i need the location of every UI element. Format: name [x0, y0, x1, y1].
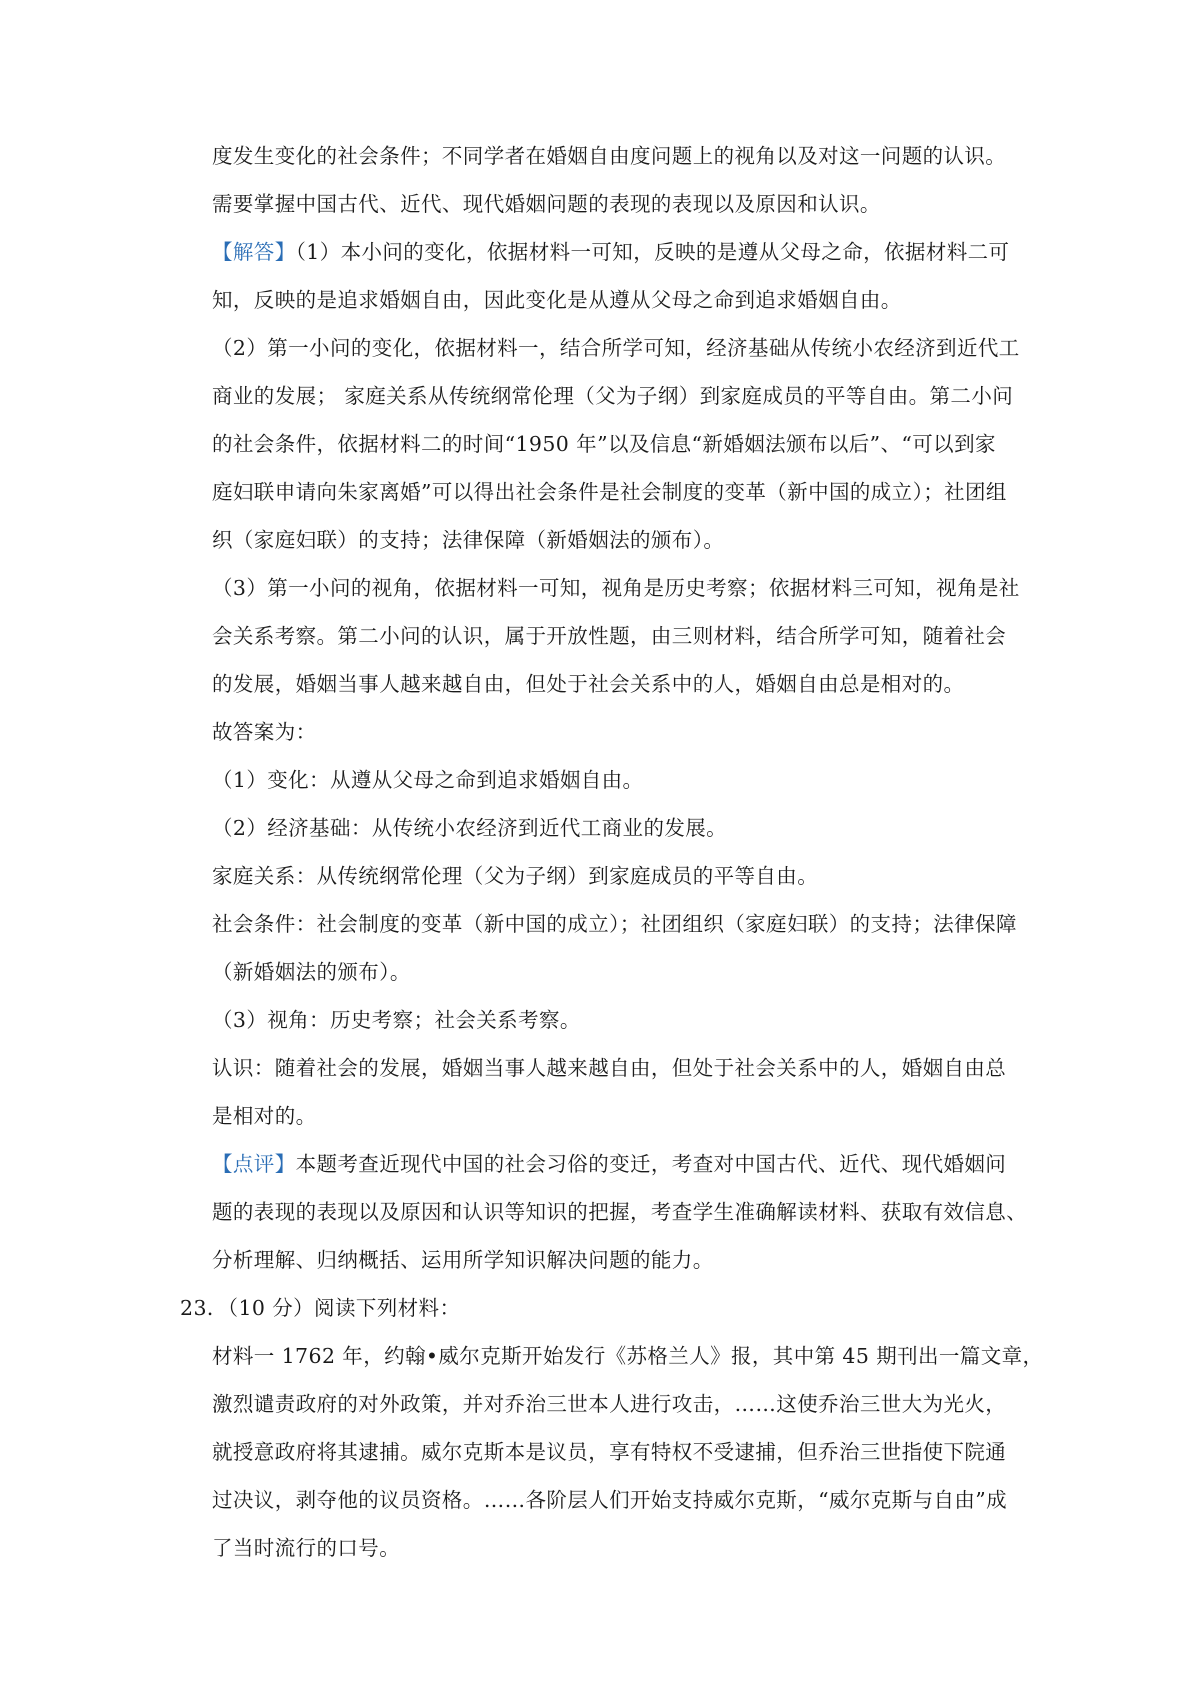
conclusion-label: 故答案为：: [212, 720, 317, 744]
material-line: 就授意政府将其逮捕。威尔克斯本是议员，享有特权不受逮捕，但乔治三世指使下院通: [212, 1440, 1007, 1464]
answer-line: 的社会条件，依据材料二的时间“1950 年”以及信息“新婚姻法颁布以后”、“可以到家: [212, 432, 996, 456]
answer-item: （1）变化：从遵从父母之命到追求婚姻自由。: [212, 768, 644, 792]
answer-line: 商业的发展； 家庭关系从传统纲常伦理（父为子纲）到家庭成员的平等自由。第二小问: [212, 384, 1014, 408]
material-line: 激烈谴责政府的对外政策，并对乔治三世本人进行攻击，……这使乔治三世大为光火，: [212, 1392, 1007, 1416]
analysis-line: 度发生变化的社会条件；不同学者在婚姻自由度问题上的视角以及对这一问题的认识。: [212, 144, 1007, 168]
answer-line: （2）第一小问的变化，依据材料一，结合所学可知，经济基础从传统小农经济到近代工: [212, 336, 1020, 360]
comment-paragraph-line: [212, 1150, 1006, 1178]
analysis-line: 需要掌握中国古代、近代、现代婚姻问题的表现的表现以及原因和认识。: [212, 192, 881, 216]
answer-line: 会关系考察。第二小问的认识，属于开放性题，由三则材料，结合所学可知，随着社会: [212, 624, 1007, 648]
answer-item: 认识：随着社会的发展，婚姻当事人越来越自由，但处于社会关系中的人，婚姻自由总: [212, 1056, 1007, 1080]
answer-paragraph-line: [212, 238, 1009, 266]
answer-item: 家庭关系：从传统纲常伦理（父为子纲）到家庭成员的平等自由。: [212, 864, 819, 888]
answer-item: 是相对的。: [212, 1104, 317, 1128]
question-number: 23．: [180, 1296, 228, 1320]
answer-line: 知，反映的是追求婚姻自由，因此变化是从遵从父母之命到追求婚姻自由。: [212, 288, 902, 312]
material-line: 材料一 1762 年，约翰•威尔克斯开始发行《苏格兰人》报，其中第 45 期刊出一篇文章，: [212, 1344, 1044, 1368]
answer-line: （3）第一小问的视角，依据材料一可知，视角是历史考察；依据材料三可知，视角是社: [212, 576, 1020, 600]
comment-tag: 【点评】: [212, 1152, 296, 1176]
comment-text: 本题考查近现代中国的社会习俗的变迁，考查对中国古代、近代、现代婚姻问: [295, 1152, 1007, 1176]
answer-line: 织（家庭妇联）的支持；法律保障（新婚姻法的颁布）。: [212, 528, 725, 552]
answer-text: （1）本小问的变化，依据材料一可知，反映的是遵从父母之命，依据材料二可: [295, 240, 1010, 264]
answer-item: （新婚姻法的颁布）。: [212, 960, 411, 984]
material-line: 了当时流行的口号。: [212, 1536, 401, 1560]
answer-item: （2）经济基础：从传统小农经济到近代工商业的发展。: [212, 816, 728, 840]
question-23-header: [180, 1294, 460, 1322]
answer-item: 社会条件：社会制度的变革（新中国的成立）；社团组织（家庭妇联）的支持；法律保障: [212, 912, 1017, 936]
answer-line: 的发展，婚姻当事人越来越自由，但处于社会关系中的人，婚姻自由总是相对的。: [212, 672, 965, 696]
comment-line: 题的表现的表现以及原因和认识等知识的把握，考查学生准确解读材料、获取有效信息、: [212, 1200, 1028, 1224]
answer-line: 庭妇联申请向朱家离婚”可以得出社会条件是社会制度的变革（新中国的成立）；社团组: [212, 480, 1007, 504]
comment-line: 分析理解、归纳概括、运用所学知识解决问题的能力。: [212, 1248, 714, 1272]
answer-item: （3）视角：历史考察；社会关系考察。: [212, 1008, 581, 1032]
answer-tag: 【解答】: [212, 240, 296, 264]
material-line: 过决议，剥夺他的议员资格。……各阶层人们开始支持威尔克斯，“威尔克斯与自由”成: [212, 1488, 1008, 1512]
question-prompt: （10 分）阅读下列材料：: [227, 1296, 461, 1320]
